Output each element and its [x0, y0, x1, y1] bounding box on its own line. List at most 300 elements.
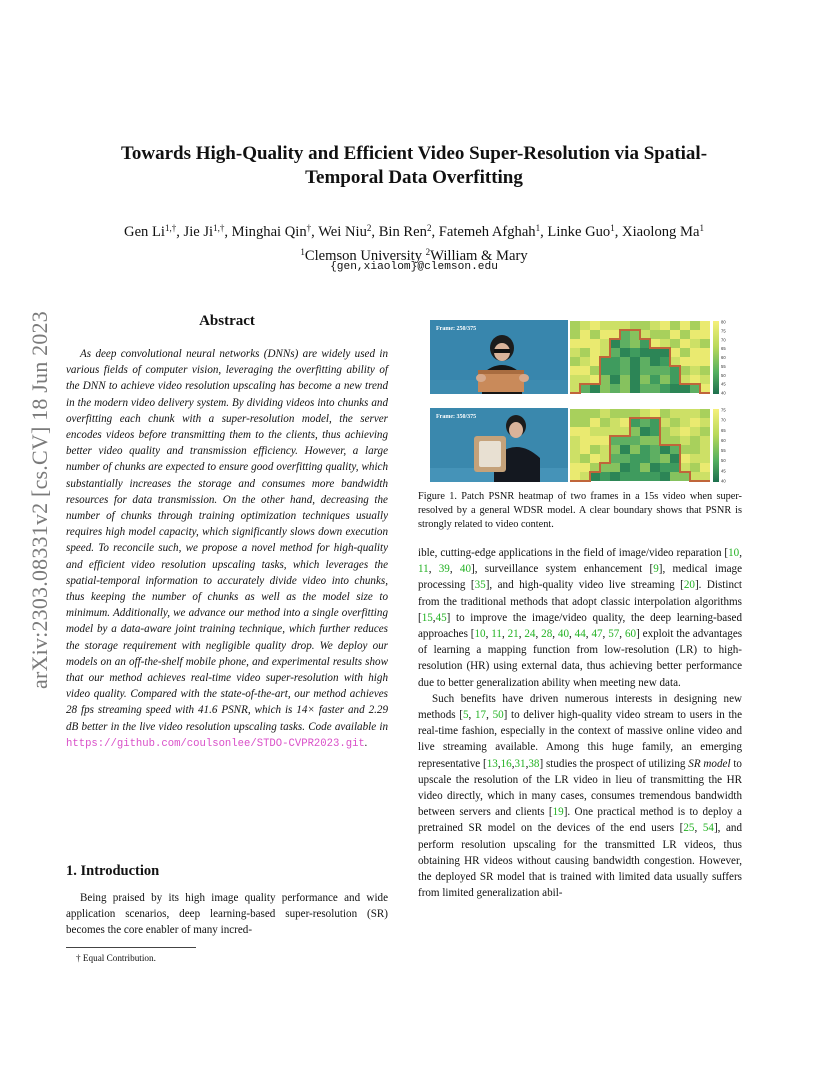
- heatmap-cell: [590, 348, 600, 357]
- affiliation-name: Clemson University: [304, 248, 426, 264]
- heatmap-cell: [660, 321, 670, 330]
- heatmap-cell: [570, 339, 580, 348]
- author-affiliation-mark: 1: [610, 223, 615, 233]
- heatmap-cell: [650, 436, 660, 445]
- citation-link[interactable]: 35: [474, 579, 486, 592]
- heatmap-cell: [570, 445, 580, 454]
- heatmap-cell: [590, 445, 600, 454]
- heatmap-cell: [590, 375, 600, 384]
- heatmap-cell: [660, 418, 670, 427]
- author-name: Fatemeh Afghah: [438, 224, 536, 240]
- heatmap-cell: [650, 348, 660, 357]
- heatmap-cell: [580, 348, 590, 357]
- heatmap-cell: [580, 454, 590, 463]
- author-name: Xiaolong Ma: [622, 224, 700, 240]
- heatmap-cell: [670, 409, 680, 418]
- heatmap-cell: [610, 472, 620, 481]
- figure-1-psnr-heatmap: [430, 318, 730, 488]
- heatmap-cell: [590, 472, 600, 481]
- heatmap-cell: [630, 339, 640, 348]
- citation-link[interactable]: 17: [475, 709, 487, 722]
- heatmap-cell: [660, 375, 670, 384]
- heatmap-cell: [690, 330, 700, 339]
- heatmap-cell: [680, 454, 690, 463]
- heatmap-cell: [670, 375, 680, 384]
- heatmap-cell: [630, 321, 640, 330]
- citation-link[interactable]: 16: [500, 757, 512, 770]
- heatmap-cell: [700, 321, 710, 330]
- heatmap-cell: [570, 330, 580, 339]
- heatmap-cell: [620, 445, 630, 454]
- heatmap-cell: [630, 366, 640, 375]
- heatmap-cell: [630, 384, 640, 393]
- heatmap-cell: [700, 454, 710, 463]
- heatmap-cell: [670, 454, 680, 463]
- footnote: † Equal Contribution.: [76, 953, 156, 963]
- figure-1-caption: Figure 1. Patch PSNR heatmap of two frames in a 15s video when super-resolved by a general WDSR model. A clear boundary shows that PSNR is strongly related to video content.: [418, 491, 742, 530]
- colorbar-tick-label: 75: [721, 407, 726, 413]
- heatmap-cell: [580, 321, 590, 330]
- colorbar-tick-label: 60: [721, 437, 726, 443]
- heatmap-cell: [610, 436, 620, 445]
- heatmap-cell: [680, 445, 690, 454]
- colorbar-tick-label: 45: [721, 468, 726, 474]
- heatmap-cell: [580, 409, 590, 418]
- heatmap-cell: [570, 472, 580, 481]
- citation-link[interactable]: 5: [462, 709, 469, 722]
- heatmap-cell: [610, 463, 620, 472]
- heatmap-cell: [580, 436, 590, 445]
- heatmap-cell: [570, 427, 580, 436]
- heatmap-cell: [590, 384, 600, 393]
- citation-link[interactable]: 25: [683, 822, 695, 835]
- heatmap-cell: [600, 445, 610, 454]
- colorbar-tick-label: 40: [721, 478, 726, 484]
- heatmap-cell: [660, 330, 670, 339]
- citation-link[interactable]: 24: [524, 628, 536, 641]
- heatmap-cell: [660, 436, 670, 445]
- heatmap-cell: [640, 436, 650, 445]
- heatmap-cell: [640, 357, 650, 366]
- citation-link[interactable]: 47: [591, 628, 603, 641]
- frame-1-colorbar: [713, 321, 719, 394]
- heatmap-cell: [690, 339, 700, 348]
- citation-link[interactable]: 31: [514, 757, 526, 770]
- heatmap-cell: [590, 357, 600, 366]
- heatmap-cell: [620, 330, 630, 339]
- heatmap-cell: [680, 409, 690, 418]
- heatmap-cell: [580, 472, 590, 481]
- author-name: Minghai Qin: [231, 224, 307, 240]
- heatmap-cell: [650, 427, 660, 436]
- citation-link[interactable]: 44: [574, 628, 586, 641]
- heatmap-cell: [630, 454, 640, 463]
- frame-1-colorbar-ticks: [721, 320, 726, 396]
- colorbar-tick-label: 55: [721, 448, 726, 454]
- heatmap-cell: [700, 472, 710, 481]
- heatmap-cell: [690, 384, 700, 393]
- colorbar-tick-label: 55: [721, 363, 726, 369]
- heatmap-cell: [660, 357, 670, 366]
- citation-link[interactable]: 10: [728, 547, 740, 559]
- affiliation-mark: 2: [425, 247, 431, 257]
- heatmap-cell: [590, 436, 600, 445]
- heatmap-cell: [640, 366, 650, 375]
- heatmap-cell: [690, 418, 700, 427]
- heatmap-cell: [690, 375, 700, 384]
- colorbar-tick-label: 40: [721, 390, 726, 396]
- heatmap-cell: [620, 384, 630, 393]
- abstract-heading: Abstract: [199, 313, 255, 329]
- author-block: [60, 218, 768, 266]
- heatmap-cell: [660, 472, 670, 481]
- heatmap-cell: [590, 427, 600, 436]
- heatmap-cell: [670, 472, 680, 481]
- heatmap-cell: [610, 445, 620, 454]
- heatmap-cell: [610, 348, 620, 357]
- author-affiliation-mark: 1: [535, 223, 541, 233]
- heatmap-cell: [660, 454, 670, 463]
- heatmap-cell: [670, 418, 680, 427]
- heatmap-cell: [680, 321, 690, 330]
- heatmap-cell: [690, 366, 700, 375]
- heatmap-cell: [590, 321, 600, 330]
- heatmap-cell: [630, 436, 640, 445]
- heatmap-cell: [680, 339, 690, 348]
- heatmap-cell: [670, 463, 680, 472]
- citation-link[interactable]: 39: [438, 563, 450, 576]
- heatmap-cell: [640, 375, 650, 384]
- heatmap-cell: [650, 330, 660, 339]
- author-name: Linke Guo: [547, 224, 611, 240]
- heatmap-cell: [620, 454, 630, 463]
- heatmap-cell: [660, 445, 670, 454]
- heatmap-cell: [620, 427, 630, 436]
- author-affiliation-mark: 1,†: [213, 223, 225, 233]
- heatmap-cell: [600, 409, 610, 418]
- heatmap-cell: [580, 463, 590, 472]
- citation-link[interactable]: 15: [421, 611, 433, 624]
- frame-2-colorbar-ticks: [721, 408, 726, 484]
- heatmap-cell: [640, 348, 650, 357]
- heatmap-cell: [700, 330, 710, 339]
- heatmap-cell: [620, 463, 630, 472]
- abstract-text: [66, 346, 388, 752]
- abstract-body-text: As deep convolutional neural networks (DNNs) are widely used in various fields of computer vision, leveraging the overfitting ability of the DNN to achieve video resolution upscaling has become a new trend in the modern video delivery system. By dividing videos into chunks and overfitting each chunk with a super-resolution model, the server encodes videos before transmitting them to the clients, thus achieving better video quality and transmission efficiency. However, a large number of chunks are expected to ensure good overfitting quality, which substantially increases the storage and consumes more bandwidth resources for data transmission. On the other hand, decreasing the number of chunks through training optimization techniques usually requires high model capacity, which significantly slows down execution speed. To reconcile such, we propose a novel method for high-quality and efficient video resolution upscaling tasks, which leverages the spatial-temporal information to accurately divide video into chunks, thus keeping the number of chunks as well as the model size to minimum. Additionally, we advance our method into a single overfitting model by a data-aware joint training technique, which further reduces the storage requirement with negligible quality drop. We deploy our models on an off-the-shelf mobile phone, and experimental results show that our method achieves real-time video super-resolution with high video quality. Compared with the state-of-the-art, our method achieves 28 fps streaming speed with 41.6 PSNR, which is 14× faster and 2.29 dB better in the live video resolution upscaling tasks. Code available in: [66, 348, 388, 733]
- citation-link[interactable]: 38: [528, 757, 540, 770]
- introduction-continued: [418, 545, 742, 901]
- heatmap-cell: [700, 384, 710, 393]
- heatmap-cell: [640, 409, 650, 418]
- heatmap-cell: [680, 472, 690, 481]
- heatmap-cell: [640, 321, 650, 330]
- frame-1-label: Frame: 250/375: [436, 326, 477, 332]
- heatmap-cell: [680, 366, 690, 375]
- heatmap-cell: [610, 418, 620, 427]
- heatmap-cell: [610, 339, 620, 348]
- heatmap-cell: [630, 445, 640, 454]
- heatmap-cell: [590, 463, 600, 472]
- heatmap-cell: [630, 472, 640, 481]
- author-name: Jie Ji: [183, 224, 214, 240]
- heatmap-cell: [650, 445, 660, 454]
- heatmap-cell: [610, 375, 620, 384]
- citation-link[interactable]: 28: [541, 628, 553, 641]
- heatmap-cell: [670, 445, 680, 454]
- author-affiliation-mark: 2: [426, 223, 432, 233]
- affiliation-mark: 1: [300, 247, 305, 257]
- heatmap-cell: [680, 463, 690, 472]
- intro-paragraph-2: Such benefits have driven numerous interests in designing new methods [5, 17, 50] to deliver high-quality video stream to users in the real-time fashion, especially in the context of massive online video and live streaming available. Among this huge family, an emerging representative [13,16,31,38] studies the prospect of utilizing SR model to upscale the resolution of the LR video in lieu of transmitting the HR video directly, which in many cases, consumes tremendous bandwidth between servers and clients [19]. One practical method is to deploy a pretrained SR model on the devices of the end users [25, 54], and perform resolution upscaling for the transmitted LR videos, thus obtaining HR videos without causing bandwidth congestion. However, the deployed SR model that is trained with limited data usually suffers from limited generalization abil-: [418, 692, 743, 900]
- heatmap-cell: [690, 463, 700, 472]
- heatmap-cell: [570, 454, 580, 463]
- heatmap-cell: [610, 409, 620, 418]
- heatmap-cell: [620, 418, 630, 427]
- heatmap-cell: [580, 357, 590, 366]
- heatmap-cell: [690, 348, 700, 357]
- heatmap-cell: [590, 366, 600, 375]
- author-affiliation-mark: 1,†: [164, 223, 177, 233]
- heatmap-cell: [600, 384, 610, 393]
- citation-link[interactable]: 13: [486, 757, 498, 770]
- heatmap-cell: [670, 436, 680, 445]
- author-name: Wei Niu: [318, 224, 367, 240]
- intro-paragraph-1: ible, cutting-edge applications in the field of image/video reparation [10, 11, 39, 40], surveillance system enhancement [9], medical image processing [35], and high-quality video live streaming [20]. Distinct from the traditional methods that adopt classic interpolation algorithms [15,45] to improve the image/video quality, the deep learning-based approaches [10, 11, 21, 24, 28, 40, 44, 47, 57, 60] exploit the advantages of learning a mapping function from low-resolution (LR) to high-resolution (HR) using external data, thus achieving better performance due to better generalization ability when meeting new data.: [418, 547, 743, 689]
- heatmap-cell: [650, 409, 660, 418]
- heatmap-cell: [600, 454, 610, 463]
- colorbar-tick-label: 60: [721, 355, 726, 360]
- heatmap-cell: [570, 418, 580, 427]
- heatmap-cell: [610, 321, 620, 330]
- colorbar-tick-label: 70: [721, 417, 726, 423]
- citation-link[interactable]: 60: [624, 628, 637, 641]
- heatmap-cell: [680, 357, 690, 366]
- heatmap-cell: [650, 357, 660, 366]
- citation-link[interactable]: 19: [552, 806, 564, 819]
- citation-link[interactable]: 57: [608, 628, 620, 641]
- heatmap-cell: [600, 330, 610, 339]
- heatmap-cell: [600, 321, 610, 330]
- heatmap-cell: [580, 445, 590, 454]
- heatmap-cell: [630, 330, 640, 339]
- heatmap-cell: [590, 339, 600, 348]
- heatmap-cell: [670, 366, 680, 375]
- author-list: Gen $Li^{1,\dagger}$, Jie $Ji^{1,\dagger}$, Minghai Qin†, Wei Niu$^2$, Bin Ren$^2$, Fatemeh Afghah$^1$, Linke Guo$^1$, Xiaolong Ma$^1$: [124, 223, 704, 240]
- heatmap-cell: [640, 463, 650, 472]
- heatmap-cell: [600, 418, 610, 427]
- frame-2-colorbar: [713, 409, 719, 482]
- heatmap-cell: [580, 366, 590, 375]
- heatmap-cell: [650, 463, 660, 472]
- heatmap-cell: [610, 427, 620, 436]
- heatmap-cell: [690, 445, 700, 454]
- citation-link[interactable]: 40: [557, 628, 569, 641]
- heatmap-cell: [570, 321, 580, 330]
- heatmap-cell: [620, 357, 630, 366]
- heatmap-cell: [690, 427, 700, 436]
- citation-link[interactable]: 20: [683, 579, 695, 592]
- heatmap-cell: [690, 357, 700, 366]
- heatmap-cell: [650, 321, 660, 330]
- heatmap-cell: [610, 384, 620, 393]
- heatmap-cell: [580, 384, 590, 393]
- heatmap-cell: [640, 445, 650, 454]
- footnote-rule: [66, 947, 196, 948]
- heatmap-cell: [640, 339, 650, 348]
- heatmap-cell: [670, 321, 680, 330]
- heatmap-cell: [600, 427, 610, 436]
- heatmap-cell: [690, 472, 700, 481]
- citation-link[interactable]: 40: [459, 563, 471, 576]
- heatmap-cell: [660, 366, 670, 375]
- heatmap-cell: [650, 366, 660, 375]
- heatmap-cell: [580, 418, 590, 427]
- heatmap-cell: [580, 427, 590, 436]
- heatmap-cell: [600, 366, 610, 375]
- citation-link[interactable]: 50: [492, 709, 504, 722]
- paper-title: Towards High-Quality and Efficient Video Super-Resolution via Spatial-Temporal Data Overfitting: [120, 143, 708, 188]
- heatmap-cell: [640, 454, 650, 463]
- heatmap-cell: [660, 348, 670, 357]
- heatmap-cell: [690, 454, 700, 463]
- heatmap-cell: [660, 427, 670, 436]
- heatmap-cell: [670, 339, 680, 348]
- heatmap-cell: [600, 472, 610, 481]
- citation-link[interactable]: 9: [653, 563, 659, 576]
- heatmap-cell: [670, 427, 680, 436]
- heatmap-cell: [570, 357, 580, 366]
- heatmap-cell: [570, 348, 580, 357]
- author-name: Gen Li: [124, 224, 165, 240]
- heatmap-cell: [570, 409, 580, 418]
- heatmap-cell: [640, 472, 650, 481]
- citation-link[interactable]: 10: [474, 628, 486, 641]
- citation-link[interactable]: 11: [418, 563, 429, 576]
- heatmap-cell: [660, 339, 670, 348]
- heatmap-cell: [700, 445, 710, 454]
- heatmap-cell: [620, 339, 630, 348]
- heatmap-cell: [650, 339, 660, 348]
- heatmap-cell: [610, 454, 620, 463]
- colorbar-tick-label: 50: [721, 458, 726, 464]
- heatmap-cell: [680, 418, 690, 427]
- emphasis: SR model: [688, 757, 731, 770]
- heatmap-cell: [590, 330, 600, 339]
- author-name: Bin Ren: [378, 224, 427, 240]
- heatmap-cell: [590, 418, 600, 427]
- heatmap-cell: [630, 427, 640, 436]
- heatmap-cell: [700, 375, 710, 384]
- heatmap-cell: [580, 339, 590, 348]
- heatmap-cell: [610, 330, 620, 339]
- heatmap-cell: [690, 321, 700, 330]
- heatmap-cell: [620, 472, 630, 481]
- author-affiliation-mark: 1: [699, 223, 704, 233]
- introduction-text: Being praised by its high image quality performance and wide application scenarios, deep learning-based super-resolution (SR) becomes the core enabler of many incred-: [66, 892, 388, 937]
- heatmap-cell: [640, 384, 650, 393]
- heatmap-cell: [670, 384, 680, 393]
- heatmap-cell: [680, 384, 690, 393]
- heatmap-cell: [600, 463, 610, 472]
- heatmap-cell: [640, 427, 650, 436]
- heatmap-cell: [600, 436, 610, 445]
- heatmap-cell: [680, 427, 690, 436]
- frame-1-heatmap: [570, 321, 710, 393]
- heatmap-cell: [650, 375, 660, 384]
- heatmap-cell: [600, 348, 610, 357]
- colorbar-tick-label: 80: [721, 319, 726, 325]
- colorbar-tick-label: 75: [721, 328, 726, 334]
- heatmap-cell: [620, 366, 630, 375]
- introduction-heading: 1. Introduction: [66, 863, 160, 879]
- colorbar-tick-label: 45: [721, 381, 726, 387]
- heatmap-cell: [570, 366, 580, 375]
- citation-link[interactable]: 21: [507, 628, 519, 641]
- heatmap-cell: [670, 330, 680, 339]
- heatmap-cell: [640, 418, 650, 427]
- heatmap-cell: [690, 409, 700, 418]
- heatmap-cell: [650, 418, 660, 427]
- affiliation-name: William & Mary: [430, 248, 528, 264]
- heatmap-cell: [700, 366, 710, 375]
- heatmap-cell: [700, 427, 710, 436]
- citation-link[interactable]: 45: [435, 611, 447, 624]
- heatmap-cell: [650, 384, 660, 393]
- heatmap-cell: [630, 463, 640, 472]
- heatmap-cell: [570, 384, 580, 393]
- author-email[interactable]: {gen,xiaolom}@clemson.edu: [330, 261, 498, 273]
- citation-link[interactable]: 11: [491, 628, 502, 641]
- colorbar-tick-label: 65: [721, 346, 726, 352]
- heatmap-cell: [630, 375, 640, 384]
- heatmap-cell: [570, 436, 580, 445]
- heatmap-cell: [680, 330, 690, 339]
- heatmap-cell: [590, 409, 600, 418]
- heatmap-cell: [680, 348, 690, 357]
- heatmap-cell: [660, 463, 670, 472]
- code-link[interactable]: https://github.com/coulsonlee/STDO-CVPR2023.git: [66, 737, 365, 750]
- heatmap-cell: [700, 339, 710, 348]
- heatmap-cell: [680, 436, 690, 445]
- heatmap-cell: [600, 339, 610, 348]
- heatmap-cell: [650, 472, 660, 481]
- heatmap-cell: [600, 357, 610, 366]
- heatmap-cell: [640, 330, 650, 339]
- heatmap-cell: [630, 357, 640, 366]
- author-affiliation-mark: 2: [366, 223, 372, 233]
- heatmap-cell: [610, 366, 620, 375]
- heatmap-cell: [630, 348, 640, 357]
- colorbar-tick-label: 70: [721, 337, 726, 343]
- heatmap-cell: [660, 384, 670, 393]
- heatmap-cell: [680, 375, 690, 384]
- heatmap-cell: [700, 436, 710, 445]
- heatmap-cell: [650, 454, 660, 463]
- heatmap-cell: [620, 409, 630, 418]
- heatmap-cell: [580, 375, 590, 384]
- heatmap-cell: [700, 348, 710, 357]
- citation-link[interactable]: 54: [702, 822, 714, 835]
- heatmap-cell: [570, 463, 580, 472]
- heatmap-cell: [600, 375, 610, 384]
- heatmap-cell: [620, 348, 630, 357]
- heatmap-cell: [700, 409, 710, 418]
- heatmap-cell: [700, 357, 710, 366]
- heatmap-cell: [610, 357, 620, 366]
- heatmap-cell: [700, 418, 710, 427]
- heatmap-cell: [570, 375, 580, 384]
- frame-2-label: Frame: 350/375: [436, 414, 477, 420]
